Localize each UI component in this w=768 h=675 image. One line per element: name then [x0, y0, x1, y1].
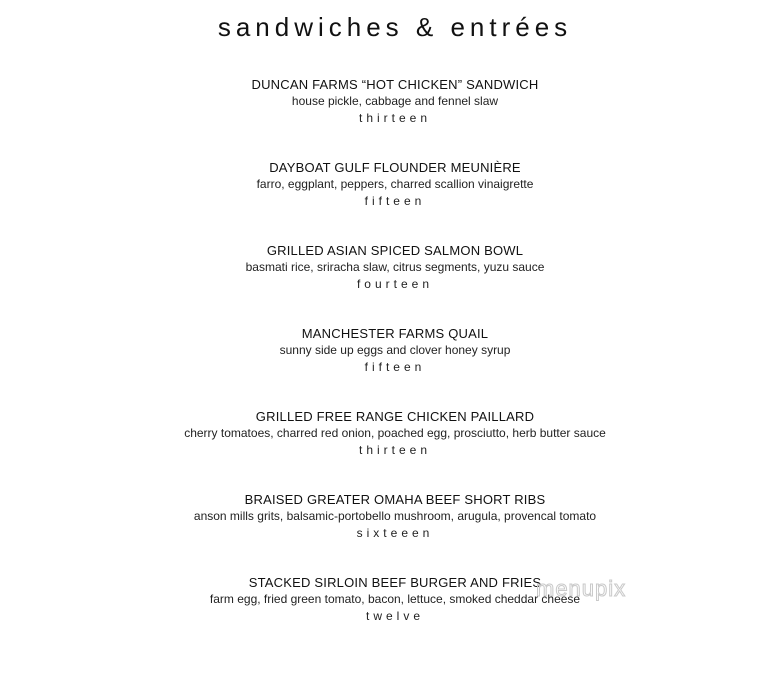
item-name: DAYBOAT GULF FLOUNDER MEUNIÈRE: [269, 160, 521, 175]
menu-item: [0, 325, 768, 408]
menu-item: [0, 159, 768, 242]
item-description: farro, eggplant, peppers, charred scallion vinaigrette: [256, 177, 534, 191]
item-price: fourteen: [356, 277, 434, 291]
item-name: DUNCAN FARMS “HOT CHICKEN” SANDWICH: [251, 77, 539, 92]
menu-item: [0, 574, 768, 657]
menu-item: [0, 491, 768, 574]
menu-item: [0, 76, 768, 159]
item-price: fifteen: [364, 360, 426, 374]
item-name: GRILLED FREE RANGE CHICKEN PAILLARD: [255, 409, 535, 424]
item-price: twelve: [365, 609, 424, 623]
item-description: sunny side up eggs and clover honey syrup: [279, 343, 511, 357]
item-description: farm egg, fried green tomato, bacon, lettuce, smoked cheddar cheese: [209, 592, 581, 606]
item-description: house pickle, cabbage and fennel slaw: [291, 94, 499, 108]
section-title: sandwiches & entrées: [217, 12, 573, 42]
menu-item: [0, 242, 768, 325]
item-description: anson mills grits, balsamic-portobello mushroom, arugula, provencal tomato: [193, 509, 597, 523]
item-price: fifteen: [364, 194, 426, 208]
item-price: sixteeen: [356, 526, 434, 540]
item-price: thirteen: [358, 443, 432, 457]
item-price: thirteen: [358, 111, 432, 125]
menu-list: [0, 76, 768, 657]
item-name: STACKED SIRLOIN BEEF BURGER AND FRIES: [248, 575, 542, 590]
menu-item: [0, 408, 768, 491]
item-description: basmati rice, sriracha slaw, citrus segments, yuzu sauce: [245, 260, 545, 274]
watermark-logo: menupix: [536, 576, 627, 601]
item-name: BRAISED GREATER OMAHA BEEF SHORT RIBS: [244, 492, 546, 507]
item-name: MANCHESTER FARMS QUAIL: [301, 326, 489, 341]
item-name: GRILLED ASIAN SPICED SALMON BOWL: [266, 243, 524, 258]
item-description: cherry tomatoes, charred red onion, poached egg, prosciutto, herb butter sauce: [184, 426, 606, 440]
